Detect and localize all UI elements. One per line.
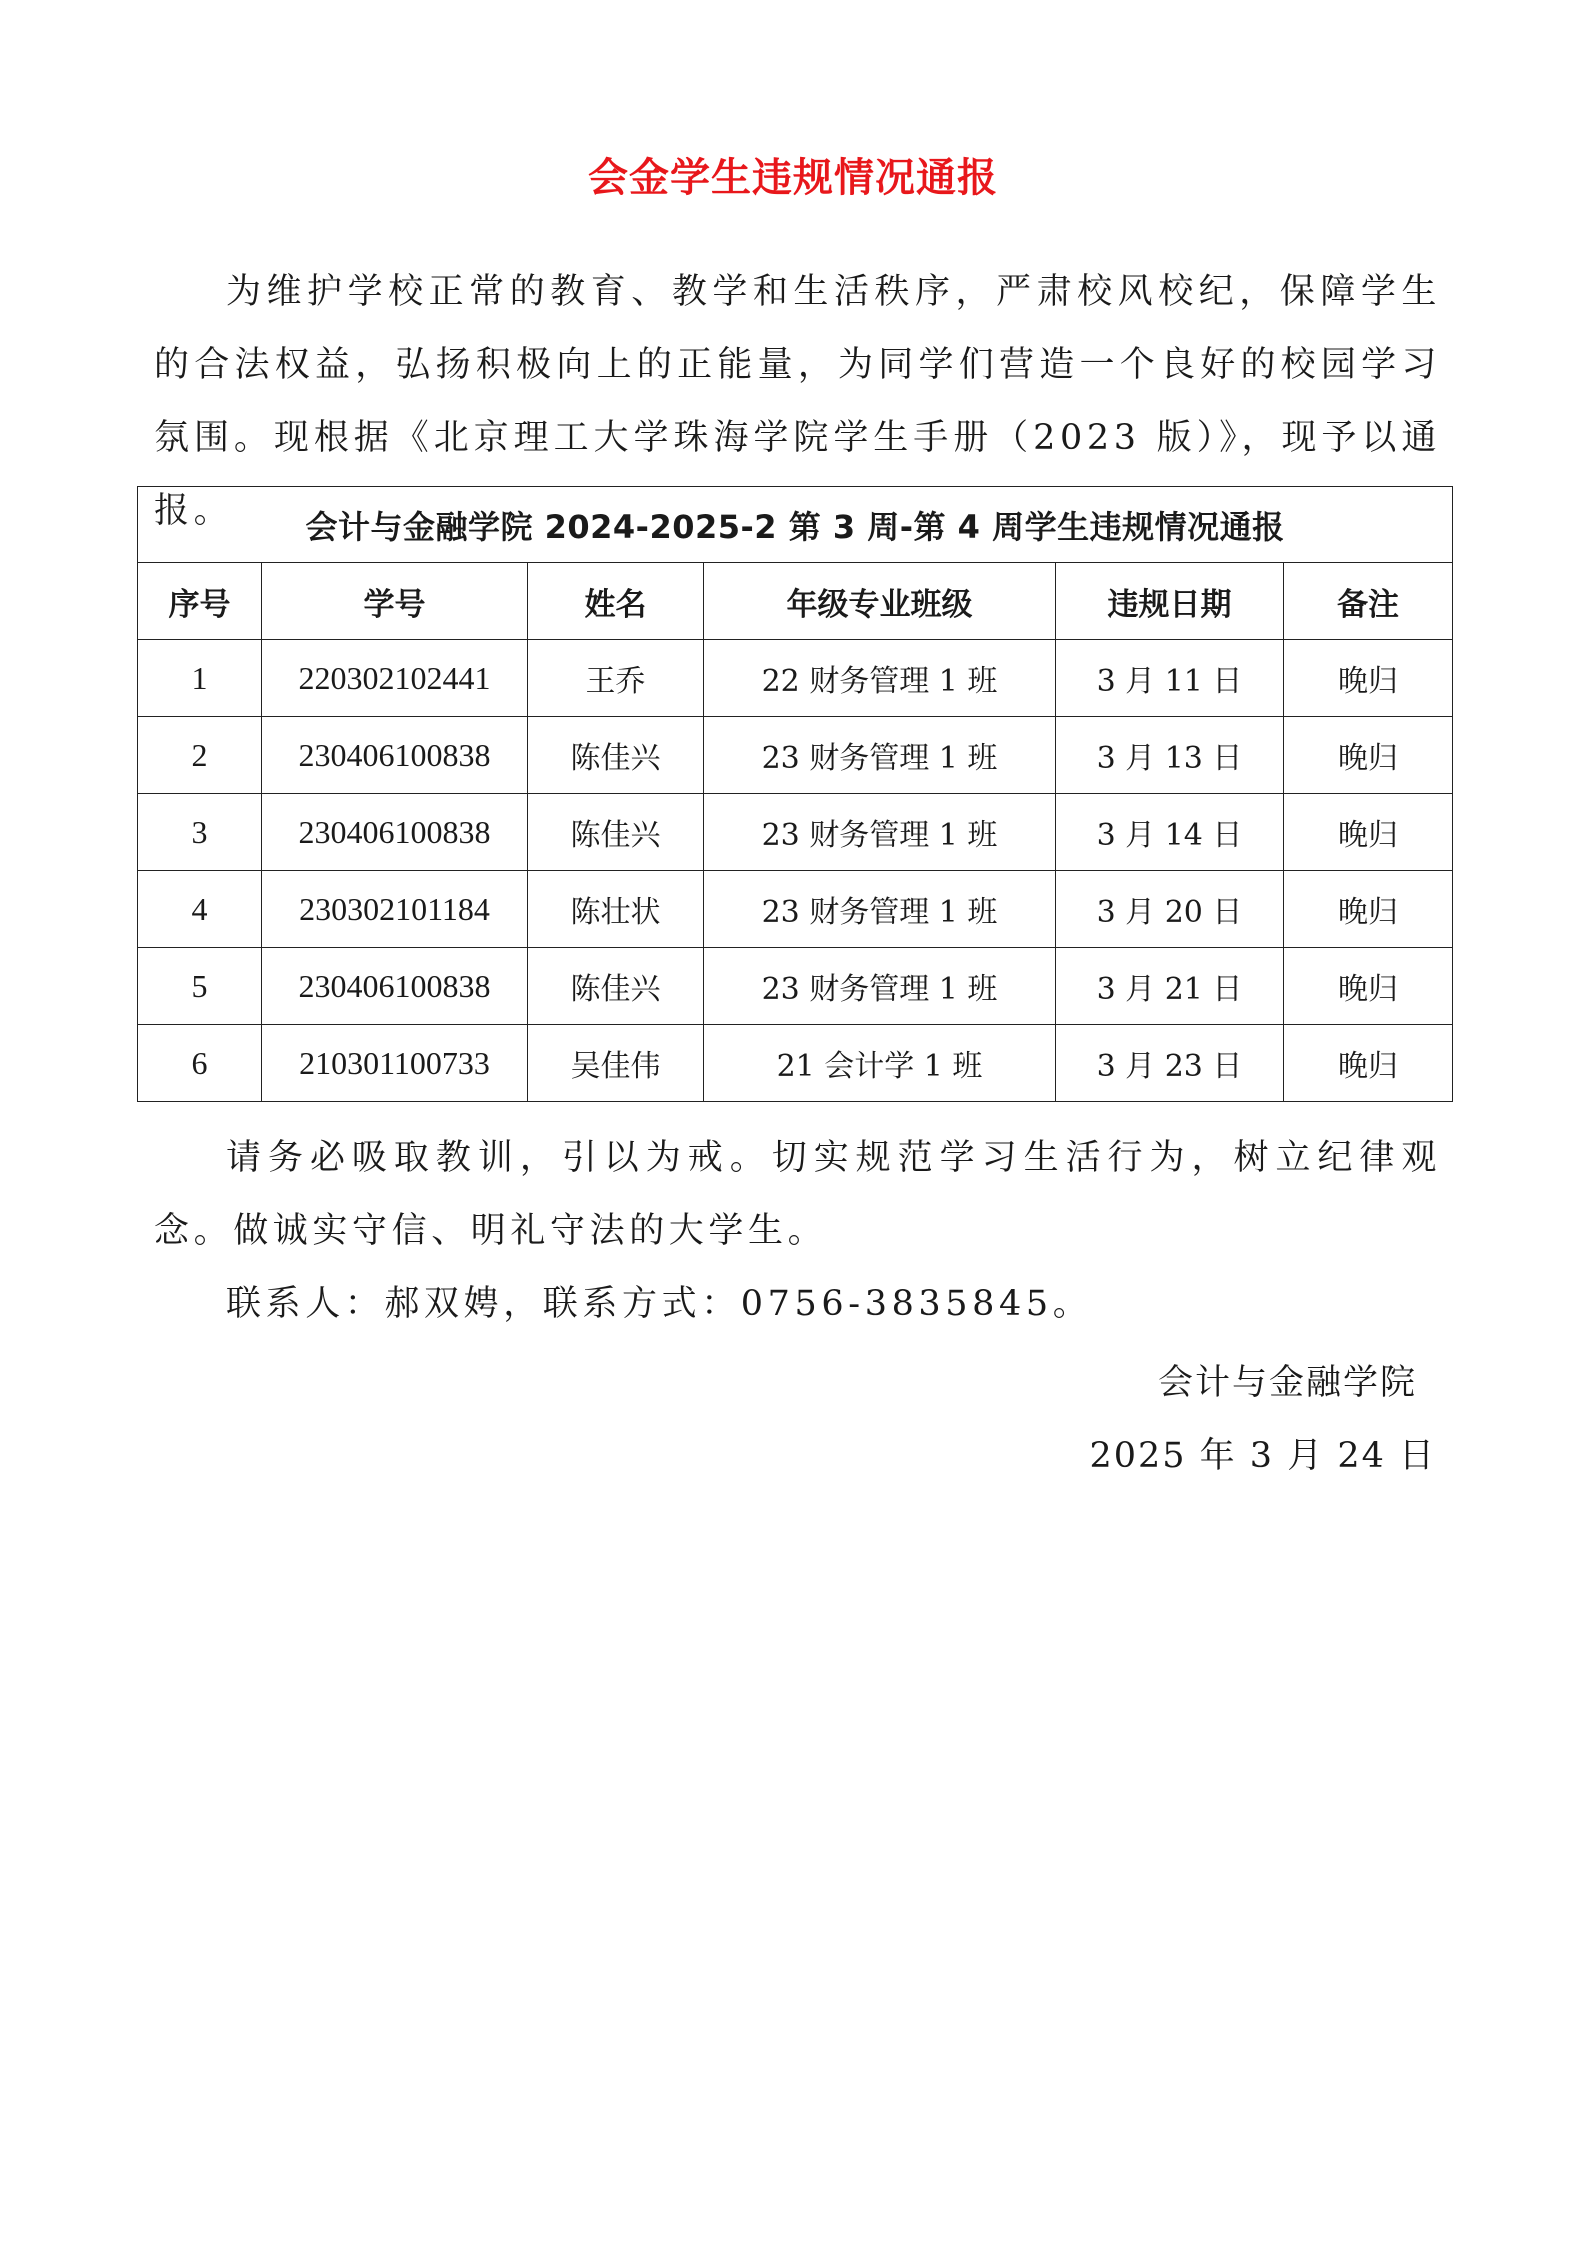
cell-remark: 晚归 xyxy=(1284,871,1453,948)
header-remark: 备注 xyxy=(1284,563,1453,640)
header-name: 姓名 xyxy=(528,563,704,640)
header-student-id: 学号 xyxy=(262,563,528,640)
cell-class: 23 财务管理 1 班 xyxy=(704,794,1056,871)
cell-remark: 晚归 xyxy=(1284,717,1453,794)
cell-date: 3 月 13 日 xyxy=(1056,717,1284,794)
cell-name: 陈佳兴 xyxy=(528,794,704,871)
cell-date: 3 月 20 日 xyxy=(1056,871,1284,948)
cell-date: 3 月 21 日 xyxy=(1056,948,1284,1025)
warning-paragraph: 请务必吸取教训，引以为戒。切实规范学习生活行为，树立纪律观念。做诚实守信、明礼守法的大学生。 xyxy=(154,1138,1441,1251)
cell-name: 吴佳伟 xyxy=(528,1025,704,1102)
cell-date: 3 月 23 日 xyxy=(1056,1025,1284,1102)
document-title: 会金学生违规情况通报 xyxy=(588,155,998,201)
header-seq: 序号 xyxy=(138,563,262,640)
cell-student-id: 230302101184 xyxy=(262,871,528,948)
cell-class: 23 财务管理 1 班 xyxy=(704,871,1056,948)
table-row xyxy=(138,871,1453,948)
cell-name: 陈壮状 xyxy=(528,871,704,948)
cell-remark: 晚归 xyxy=(1284,948,1453,1025)
cell-student-id: 230406100838 xyxy=(262,948,528,1025)
cell-remark: 晚归 xyxy=(1284,794,1453,871)
cell-seq: 6 xyxy=(138,1025,262,1102)
cell-seq: 1 xyxy=(138,640,262,717)
cell-class: 22 财务管理 1 班 xyxy=(704,640,1056,717)
intro-paragraph: 为维护学校正常的教育、教学和生活秩序，严肃校风校纪，保障学生的合法权益，弘扬积极向上的正能量，为同学们营造一个良好的校园学习氛围。现根据《北京理工大学珠海学院学生手册（2023 版）》，现予以通报。 xyxy=(154,272,1441,531)
cell-name: 陈佳兴 xyxy=(528,717,704,794)
cell-class: 23 财务管理 1 班 xyxy=(704,948,1056,1025)
violation-table xyxy=(137,486,1453,1102)
cell-date: 3 月 14 日 xyxy=(1056,794,1284,871)
table-caption: 会计与金融学院 2024-2025-2 第 3 周-第 4 周学生违规情况通报 xyxy=(138,487,1453,563)
cell-student-id: 210301100733 xyxy=(262,1025,528,1102)
table-row xyxy=(138,948,1453,1025)
cell-seq: 2 xyxy=(138,717,262,794)
table-row xyxy=(138,1025,1453,1102)
cell-name: 陈佳兴 xyxy=(528,948,704,1025)
cell-date: 3 月 11 日 xyxy=(1056,640,1284,717)
cell-remark: 晚归 xyxy=(1284,640,1453,717)
cell-remark: 晚归 xyxy=(1284,1025,1453,1102)
table-row xyxy=(138,794,1453,871)
table-row xyxy=(138,640,1453,717)
cell-class: 21 会计学 1 班 xyxy=(704,1025,1056,1102)
contact-line: 联系人：郝双娉，联系方式：0756-3835845。 xyxy=(226,1284,1093,1324)
cell-seq: 3 xyxy=(138,794,262,871)
table-header-row xyxy=(138,563,1453,640)
cell-student-id: 230406100838 xyxy=(262,717,528,794)
cell-seq: 4 xyxy=(138,871,262,948)
cell-student-id: 230406100838 xyxy=(262,794,528,871)
cell-name: 王乔 xyxy=(528,640,704,717)
cell-student-id: 220302102441 xyxy=(262,640,528,717)
header-date: 违规日期 xyxy=(1056,563,1284,640)
signature-organization: 会计与金融学院 xyxy=(1157,1363,1417,1403)
table-row xyxy=(138,717,1453,794)
signature-date: 2025 年 3 月 24 日 xyxy=(1089,1436,1436,1476)
cell-seq: 5 xyxy=(138,948,262,1025)
table-caption-row xyxy=(138,487,1453,563)
header-class: 年级专业班级 xyxy=(704,563,1056,640)
cell-class: 23 财务管理 1 班 xyxy=(704,717,1056,794)
